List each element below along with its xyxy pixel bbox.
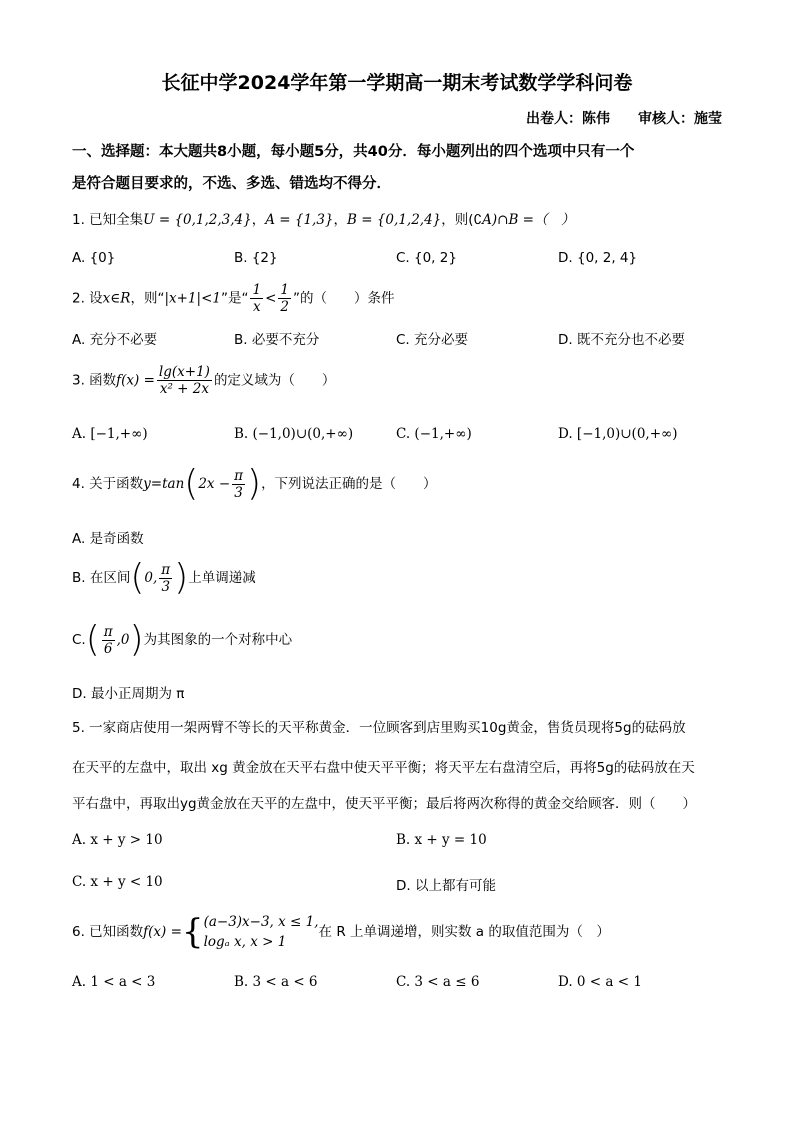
q2-frac1-den: x	[252, 299, 261, 315]
q2-option-b: B. 必要不充分	[234, 332, 320, 348]
q6-option-c: C. 3 < a ≤ 6	[396, 974, 480, 990]
q4-text-post: ，下列说法正确的是（ ）	[261, 476, 437, 492]
q5-line3: 平右盘中，再取出yg黄金放在天平的左盘中，使天平平衡；最后将两次称得的黄金交给顾客．则（ ）	[72, 796, 697, 812]
q1-sep2: ，	[333, 212, 348, 228]
q6-case-2: logₐ x, x > 1	[203, 934, 287, 950]
authors-line: 出卷人：陈伟 审核人：施莹	[526, 111, 722, 127]
q1-option-b: B. {2}	[234, 250, 278, 266]
q1-sep1: ，	[251, 212, 266, 228]
q2-frac1-num: 1	[252, 282, 262, 298]
question-4	[72, 463, 437, 504]
left-paren-icon: (	[130, 557, 145, 598]
q3-option-b: B. (−1,0)∪(0,+∞)	[234, 426, 354, 442]
q2-text-mid: ，则“	[130, 290, 165, 307]
q2-lt: <	[265, 290, 277, 307]
q3-denominator: x² + 2x	[159, 381, 209, 397]
q1-set-b: B = {0,1,2,4}	[347, 212, 442, 228]
q2-condition-1: |x+1|<1	[164, 290, 221, 307]
q3-numerator: lg(x+1)	[158, 364, 210, 380]
q3-option-c: C. (−1,+∞)	[396, 426, 472, 442]
q4-option-b	[72, 557, 256, 598]
q4-fraction	[232, 468, 245, 501]
q4-option-c-frac	[102, 624, 115, 657]
q1-option-c: C. {0, 2}	[396, 250, 457, 266]
q6-option-a: A. 1 < a < 3	[72, 974, 156, 990]
q2-text-post: ”的（ ）条件	[292, 290, 395, 307]
q4-pi: π	[234, 467, 244, 484]
left-brace-icon: {	[181, 912, 204, 952]
q2-option-c: C. 充分必要	[396, 332, 469, 348]
q6-text-post: 在 R 上单调递增，则实数 a 的取值范围为（ ）	[318, 924, 610, 940]
q4-function: y=tan	[143, 476, 185, 492]
q6-text-pre: 6. 已知函数	[72, 924, 144, 940]
left-paren-icon: (	[184, 463, 199, 504]
q1-expr: A)∩B =（ ）	[482, 212, 575, 228]
q3-option-d: D. [−1,0)∪(0,+∞)	[558, 426, 678, 442]
q2-text-pre: 2. 设	[72, 290, 103, 307]
page-title: 长征中学2024学年第一学期高一期末考试数学学科问卷	[161, 72, 633, 94]
q5-option-d: D. 以上都有可能	[396, 878, 496, 894]
question-3	[72, 364, 335, 397]
q2-fraction-2	[278, 282, 291, 315]
right-paren-icon: )	[174, 557, 189, 598]
q3-fx: f(x) =	[116, 372, 155, 389]
q4-option-c	[72, 619, 293, 660]
q2-option-d: D. 既不充分也不必要	[558, 332, 685, 348]
q4-option-b-frac	[159, 562, 172, 595]
q3-text-post: 的定义域为（ ）	[213, 372, 336, 389]
q5-option-a: A. x + y > 10	[72, 832, 163, 848]
q1-text-pre: 1. 已知全集	[72, 212, 144, 228]
q4-option-c-pi: π	[103, 623, 113, 640]
q4-option-b-pre: B. 在区间	[72, 570, 131, 586]
right-paren-icon: )	[129, 619, 144, 660]
q6-case-1: (a−3)x−3, x ≤ 1,	[203, 914, 319, 930]
q4-den: 3	[234, 484, 243, 501]
q2-fraction-1	[250, 282, 263, 315]
q5-option-c: C. x + y < 10	[72, 874, 163, 890]
q4-inner: 2x −	[198, 476, 231, 492]
q6-piecewise	[204, 912, 319, 952]
question-1	[72, 208, 574, 228]
q4-option-c-den: 6	[103, 640, 113, 657]
q2-frac2-den: 2	[280, 299, 289, 315]
q6-fx: f(x) =	[143, 924, 182, 940]
q5-line1: 5. 一家商店使用一架两臂不等长的天平称黄金．一位顾客到店里购买10g黄金，售货员现将5g的砝码放	[72, 720, 686, 736]
q1-set-u: U = {0,1,2,3,4}	[143, 212, 252, 228]
q4-option-c-val: ,0	[116, 632, 130, 648]
q2-frac2-num: 1	[280, 282, 289, 298]
q4-option-b-post: 上单调递减	[188, 570, 256, 586]
q4-option-c-pre: C.	[72, 632, 86, 648]
q3-option-a: A. [−1,+∞)	[72, 426, 148, 442]
q2-option-a: A. 充分不必要	[72, 332, 158, 348]
question-2	[72, 282, 394, 315]
q4-text-pre: 4. 关于函数	[72, 476, 144, 492]
question-6	[72, 912, 610, 952]
q4-option-b-val: 0,	[144, 570, 158, 586]
q1-set-a: A = {1,3}	[265, 212, 334, 228]
q4-option-b-den: 3	[161, 578, 171, 595]
q1-option-a: A. {0}	[72, 250, 116, 266]
q3-fraction	[157, 364, 212, 397]
q4-option-c-post: 为其图象的一个对称中心	[143, 632, 293, 648]
q4-option-a: A. 是奇函数	[72, 531, 144, 547]
q1-text-post: ，则(∁	[441, 212, 483, 228]
q5-line2: 在天平的左盘中，取出 xg 黄金放在天平右盘中使天平平衡；将天平左右盘清空后，再将5g的砝码放在天	[72, 760, 695, 776]
right-paren-icon: )	[247, 463, 262, 504]
q4-option-d: D. 最小正周期为 π	[72, 686, 185, 702]
q4-option-b-pi: π	[161, 561, 171, 578]
section-heading-line2: 是符合题目要求的，不选、多选、错选均不得分．	[72, 176, 391, 192]
q6-option-d: D. 0 < a < 1	[558, 974, 642, 990]
q5-option-b: B. x + y = 10	[396, 832, 487, 848]
q3-text-pre: 3. 函数	[72, 372, 117, 389]
left-paren-icon: (	[85, 619, 100, 660]
q2-text-mid2: ”是“	[220, 290, 249, 307]
q2-x-in-r: x∈R	[102, 290, 131, 307]
section-heading-line1: 一、选择题：本大题共8小题，每小题5分，共40分．每小题列出的四个选项中只有一个	[72, 144, 635, 160]
q6-option-b: B. 3 < a < 6	[234, 974, 318, 990]
q1-option-d: D. {0, 2, 4}	[558, 250, 638, 266]
